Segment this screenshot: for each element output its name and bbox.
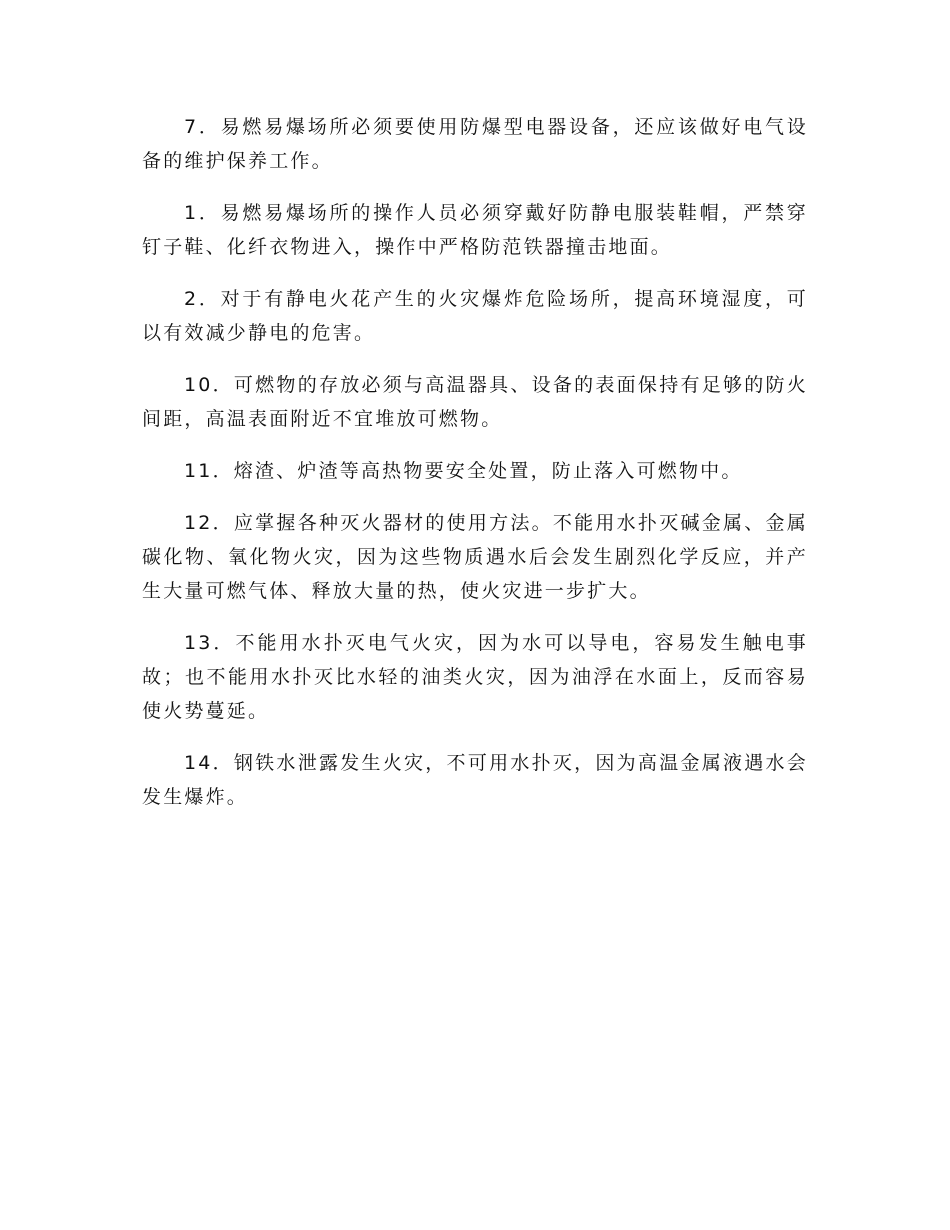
paragraph-item-12: 12．应掌握各种灭火器材的使用方法。不能用水扑灭碱金属、金属碳化物、氧化物火灾，因为这些物质遇水后会发生剧烈化学反应，并产生大量可燃气体、释放大量的热，使火灾进一步扩大。	[142, 512, 808, 602]
paragraph-item-13: 13．不能用水扑灭电气火灾，因为水可以导电，容易发生触电事故；也不能用水扑灭比水轻的油类火灾，因为油浮在水面上，反而容易使火势蔓延。	[142, 632, 808, 722]
paragraph-item-11: 11．熔渣、炉渣等高热物要安全处置，防止落入可燃物中。	[184, 460, 743, 482]
paragraph-item-7: 7．易燃易爆场所必须要使用防爆型电器设备，还应该做好电气设备的维护保养工作。	[142, 116, 808, 172]
paragraph-item-10: 10．可燃物的存放必须与高温器具、设备的表面保持有足够的防火间距，高温表面附近不宜堆放可燃物。	[142, 374, 808, 430]
paragraph-item-2: 2．对于有静电火花产生的火灾爆炸危险场所，提高环境湿度，可以有效减少静电的危害。	[142, 288, 808, 344]
paragraph-item-1: 1．易燃易爆场所的操作人员必须穿戴好防静电服装鞋帽，严禁穿钉子鞋、化纤衣物进入，操作中严格防范铁器撞击地面。	[142, 202, 808, 258]
document-body	[142, 110, 808, 832]
paragraph-item-14: 14．钢铁水泄露发生火灾，不可用水扑灭，因为高温金属液遇水会发生爆炸。	[142, 752, 808, 808]
